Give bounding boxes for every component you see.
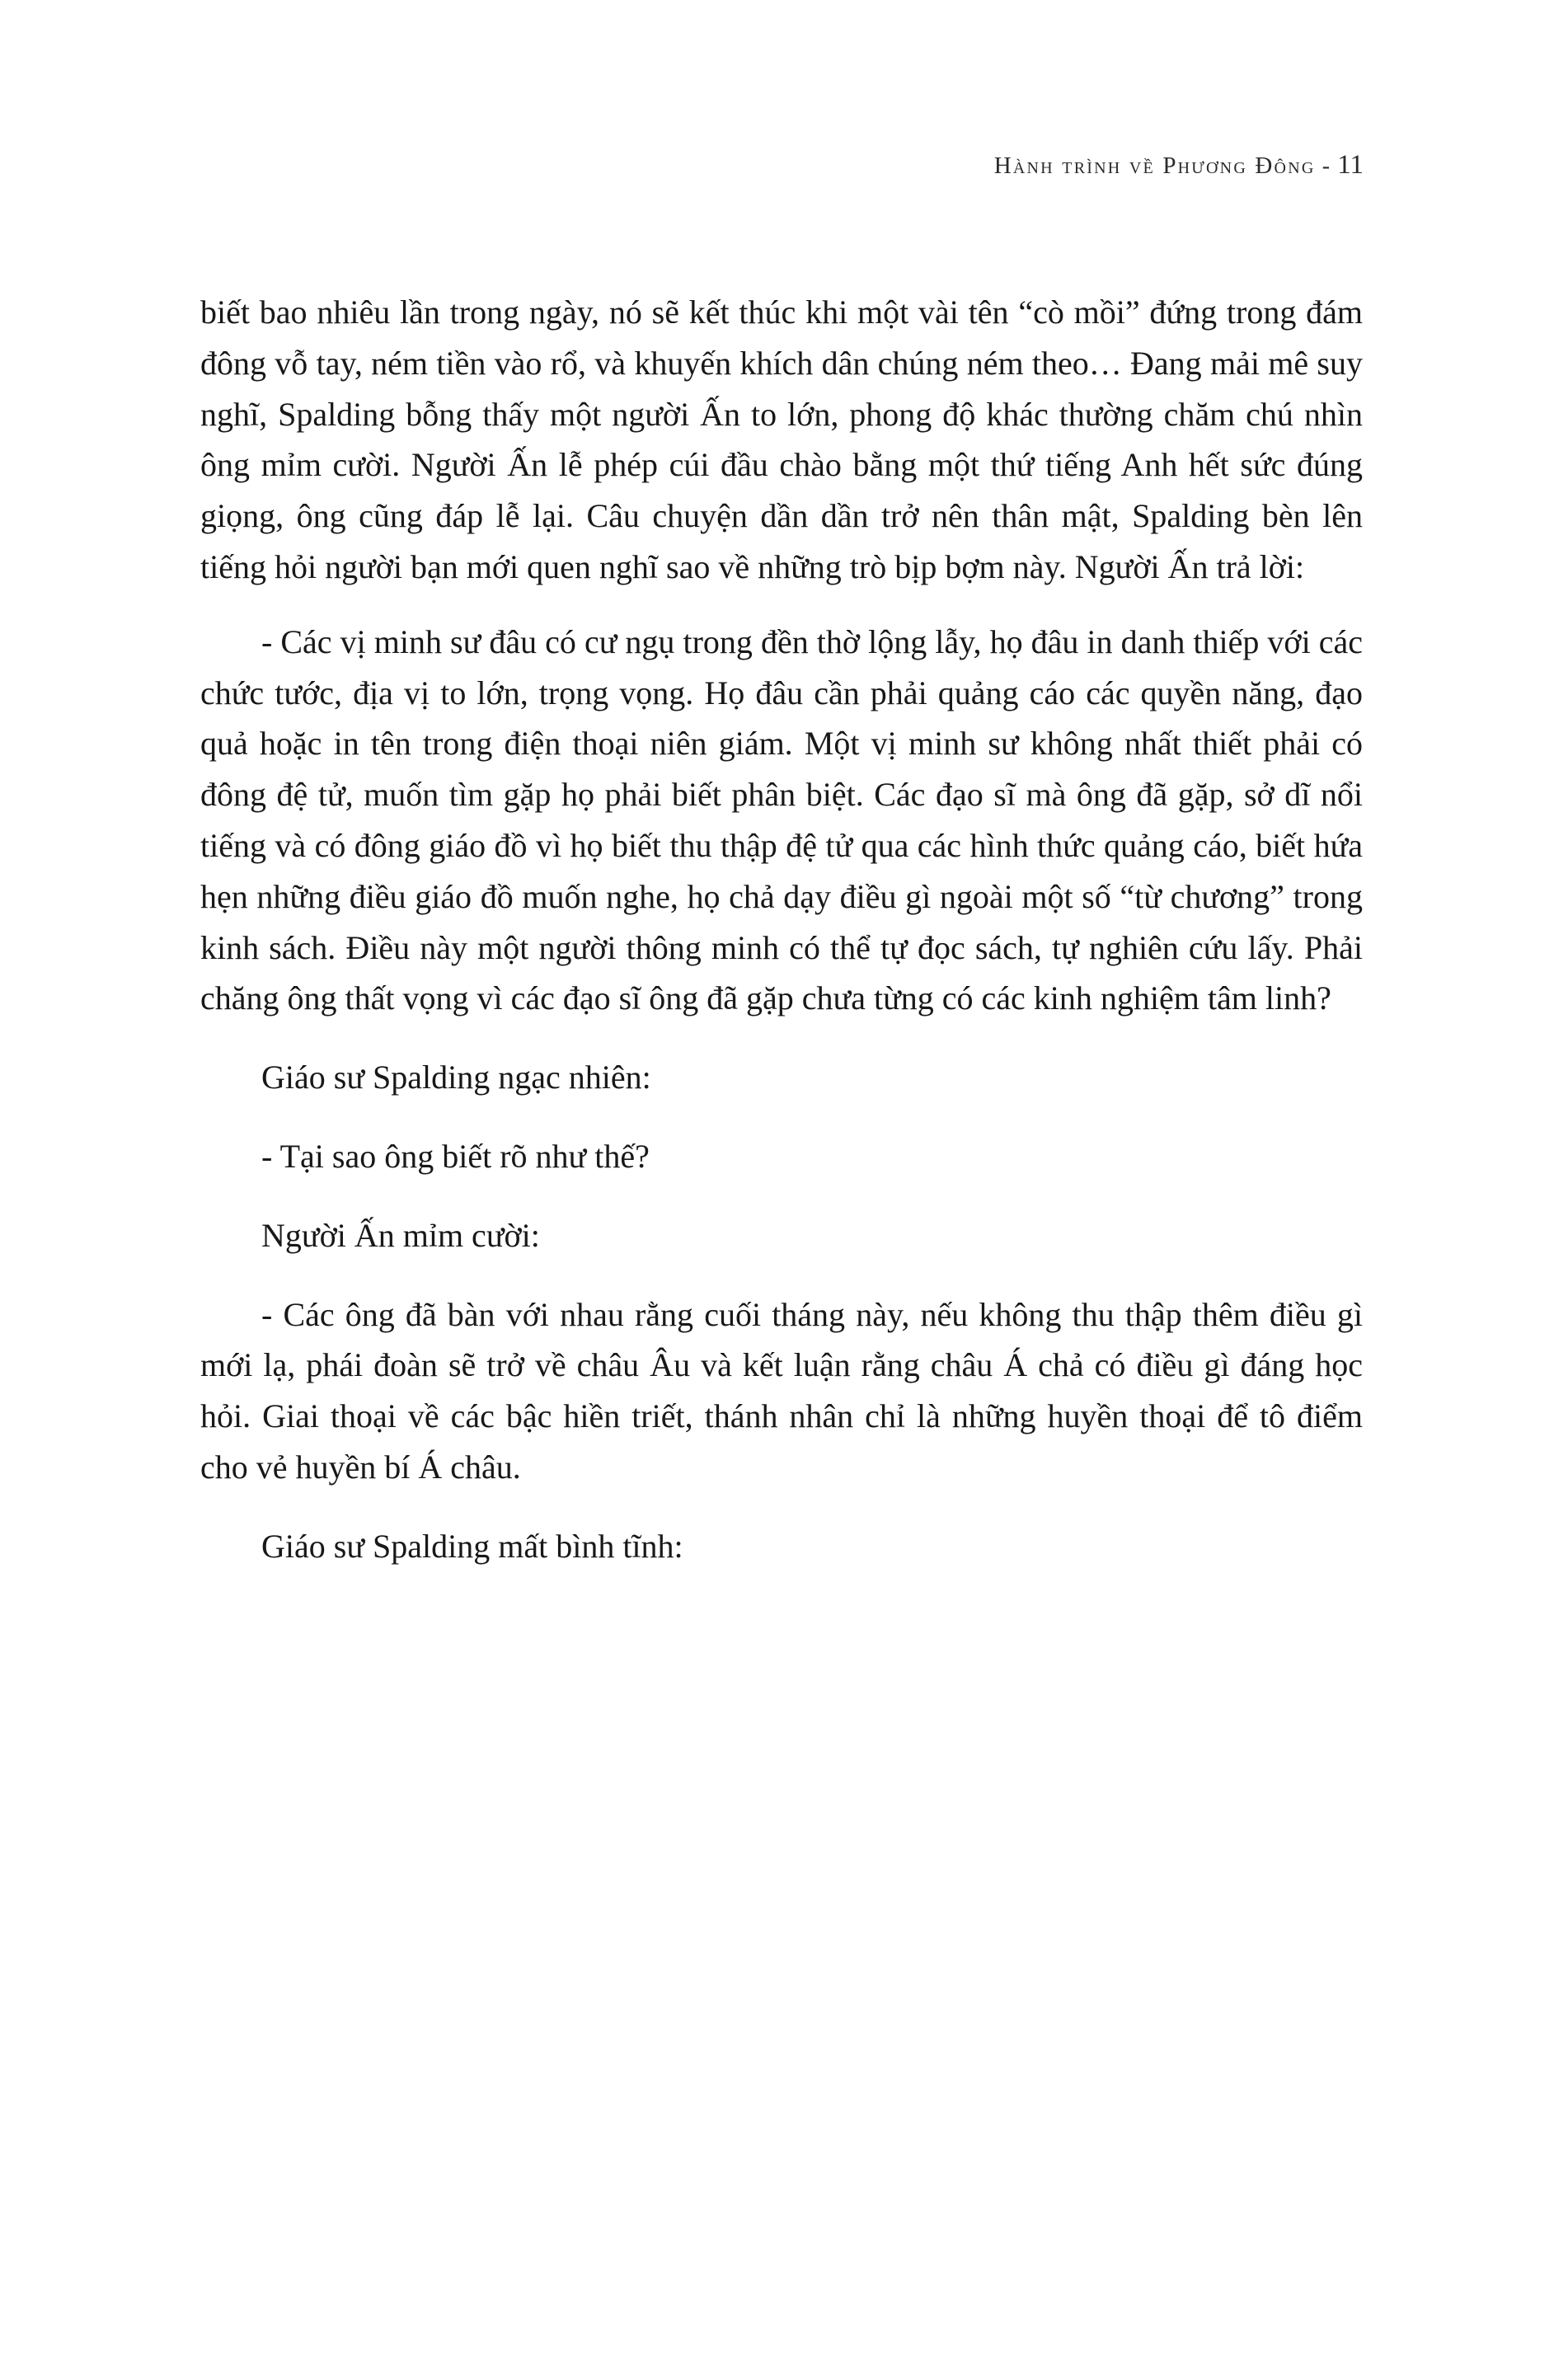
paragraph-spalding-loses-calm: Giáo sư Spalding mất bình tĩnh:: [261, 1527, 683, 1565]
running-head-title: Hành trình về Phương Đông: [993, 153, 1316, 179]
running-head-page-number: 11: [1337, 150, 1364, 180]
paragraph-indian-explanation: - Các ông đã bàn với nhau rằng cuối tháng này, nếu không thu thập thêm điều gì mới lạ, phái đoàn sẽ trở về châu Âu và kết luận rằng châu Á chả có điều gì đáng học hỏi. Giai thoại về các bậc hiền triết, thánh nhân chỉ là những huyền thoại để tô điểm cho vẻ huyền bí Á châu.: [200, 1295, 1363, 1486]
paragraph-continuation: biết bao nhiêu lần trong ngày, nó sẽ kết thúc khi một vài tên “cò mồi” đứng trong đám đông vỗ tay, ném tiền vào rổ, và khuyến khích dân chúng ném theo… Đang mải mê suy nghĩ, Spalding bỗng thấy một người Ấn to lớn, phong độ khác thường chăm chú nhìn ông mỉm cười. Người Ấn lễ phép cúi đầu chào bằng một thứ tiếng Anh hết sức đúng giọng, ông cũng đáp lễ lại. Câu chuyện dần dần trở nên thân mật, Spalding bèn lên tiếng hỏi người bạn mới quen nghĩ sao về những trò bịp bợm này. Người Ấn trả lời:: [200, 293, 1363, 585]
paragraph-indian-smiles: Người Ấn mỉm cười:: [261, 1216, 540, 1254]
paragraph-spalding-surprised: Giáo sư Spalding ngạc nhiên:: [261, 1059, 651, 1096]
paragraph-indian-reply: - Các vị minh sư đâu có cư ngụ trong đền thờ lộng lẫy, họ đâu in danh thiếp với các chức tước, địa vị to lớn, trọng vọng. Họ đâu cần phải quảng cáo các quyền năng, đạo quả hoặc in tên trong điện thoại niên giám. Một vị minh sư không nhất thiết phải có đông đệ tử, muốn tìm gặp họ phải biết phân biệt. Các đạo sĩ mà ông đã gặp, sở dĩ nổi tiếng và có đông giáo đồ vì họ biết thu thập đệ tử qua các hình thức quảng cáo, biết hứa hẹn những điều giáo đồ muốn nghe, họ chả dạy điều gì ngoài một số “từ chương” trong kinh sách. Điều này một người thông minh có thể tự đọc sách, tự nghiên cứu lấy. Phải chăng ông thất vọng vì các đạo sĩ ông đã gặp chưa từng có các kinh nghiệm tâm linh?: [200, 622, 1363, 1017]
page-body-text: [200, 287, 1363, 1572]
running-head-separator: -: [1322, 153, 1331, 179]
paragraph-spalding-question: - Tại sao ông biết rõ như thế?: [261, 1137, 650, 1175]
running-head: [994, 150, 1364, 181]
